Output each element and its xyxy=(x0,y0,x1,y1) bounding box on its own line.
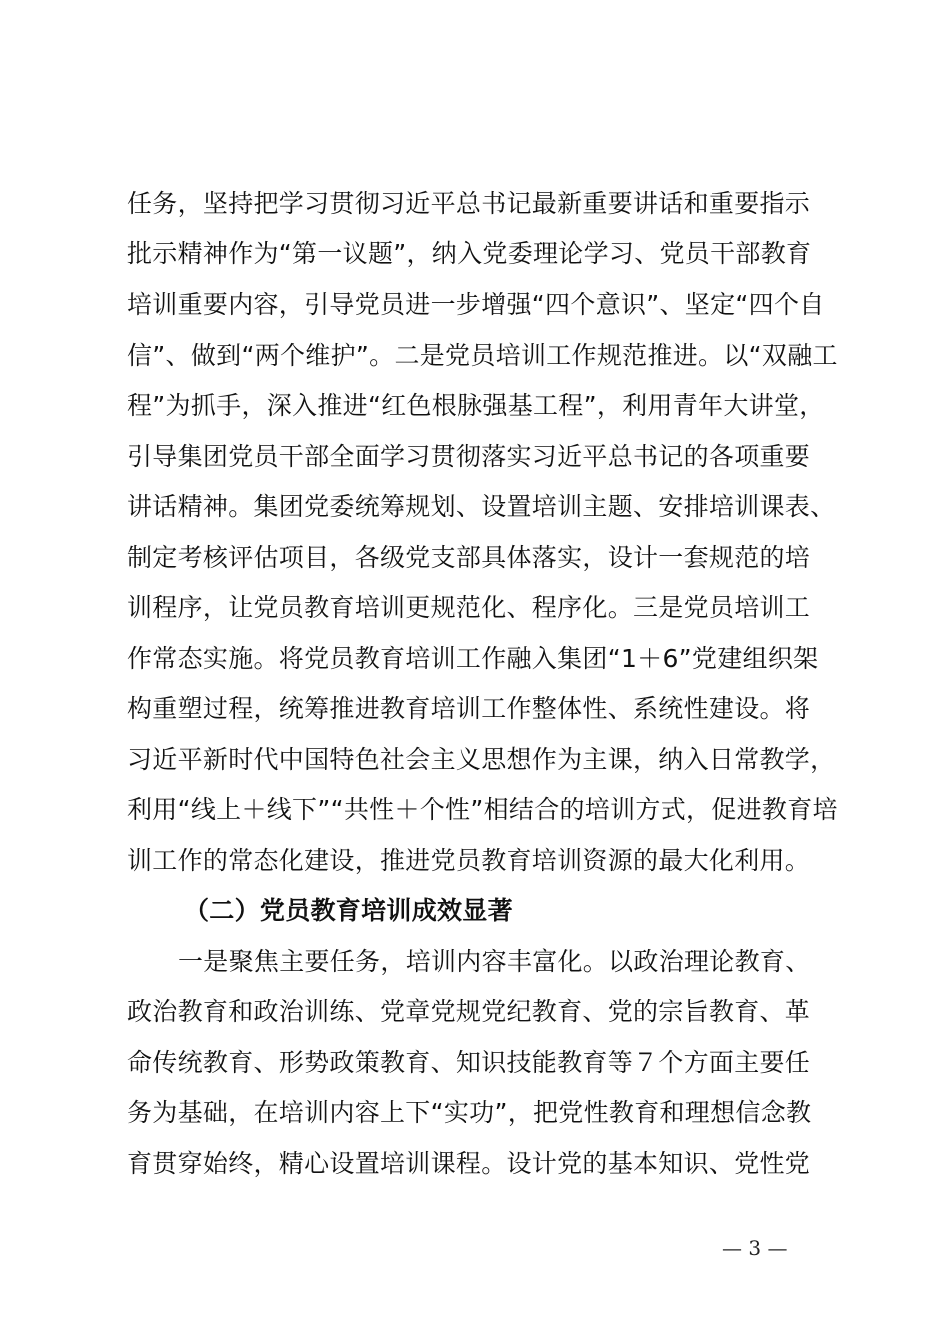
body-text-line: 作常态实施。将党员教育培训工作融入集团“1＋6”党建组织架 xyxy=(127,644,819,673)
body-text-line: 一是聚焦主要任务，培训内容丰富化。以政治理论教育、 xyxy=(178,947,811,976)
body-text-line: 习近平新时代中国特色社会主义思想作为主课，纳入日常教学， xyxy=(127,745,836,774)
body-text-line: 训程序，让党员教育培训更规范化、程序化。三是党员培训工 xyxy=(127,593,811,622)
body-text-line: 命传统教育、形势政策教育、知识技能教育等７个方面主要任 xyxy=(127,1048,811,1077)
body-text-line: 批示精神作为“第一议题”，纳入党委理论学习、党员干部教育 xyxy=(127,239,812,268)
body-text-line: 讲话精神。集团党委统筹规划、设置培训主题、安排培训课表、 xyxy=(127,492,836,521)
body-text-line: 训工作的常态化建设，推进党员教育培训资源的最大化利用。 xyxy=(127,846,811,875)
body-text-line: 培训重要内容，引导党员进一步增强“四个意识”、坚定“四个自 xyxy=(127,290,825,319)
body-text-line: 利用“线上＋线下”“共性＋个性”相结合的培训方式，促进教育培 xyxy=(127,795,838,824)
body-text-line: 任务，坚持把学习贯彻习近平总书记最新重要讲话和重要指示 xyxy=(127,189,811,218)
page-number: — 3 — xyxy=(722,1236,788,1260)
body-text-line: 育贯穿始终，精心设置培训课程。设计党的基本知识、党性党 xyxy=(127,1149,811,1178)
body-text-line: 引导集团党员干部全面学习贯彻落实习近平总书记的各项重要 xyxy=(127,442,811,471)
body-text-line: 政治教育和政治训练、党章党规党纪教育、党的宗旨教育、革 xyxy=(127,997,811,1026)
body-text-line: 制定考核评估项目，各级党支部具体落实，设计一套规范的培 xyxy=(127,543,811,572)
body-text-line: 构重塑过程，统筹推进教育培训工作整体性、系统性建设。将 xyxy=(127,694,811,723)
body-text-line: 程”为抓手，深入推进“红色根脉强基工程”，利用青年大讲堂， xyxy=(127,391,825,420)
section-heading: （二）党员教育培训成效显著 xyxy=(184,896,513,925)
body-text-line: 务为基础，在培训内容上下“实功”，把党性教育和理想信念教 xyxy=(127,1098,812,1127)
body-text-line: 信”、做到“两个维护”。二是党员培训工作规范推进。以“双融工 xyxy=(127,341,838,370)
